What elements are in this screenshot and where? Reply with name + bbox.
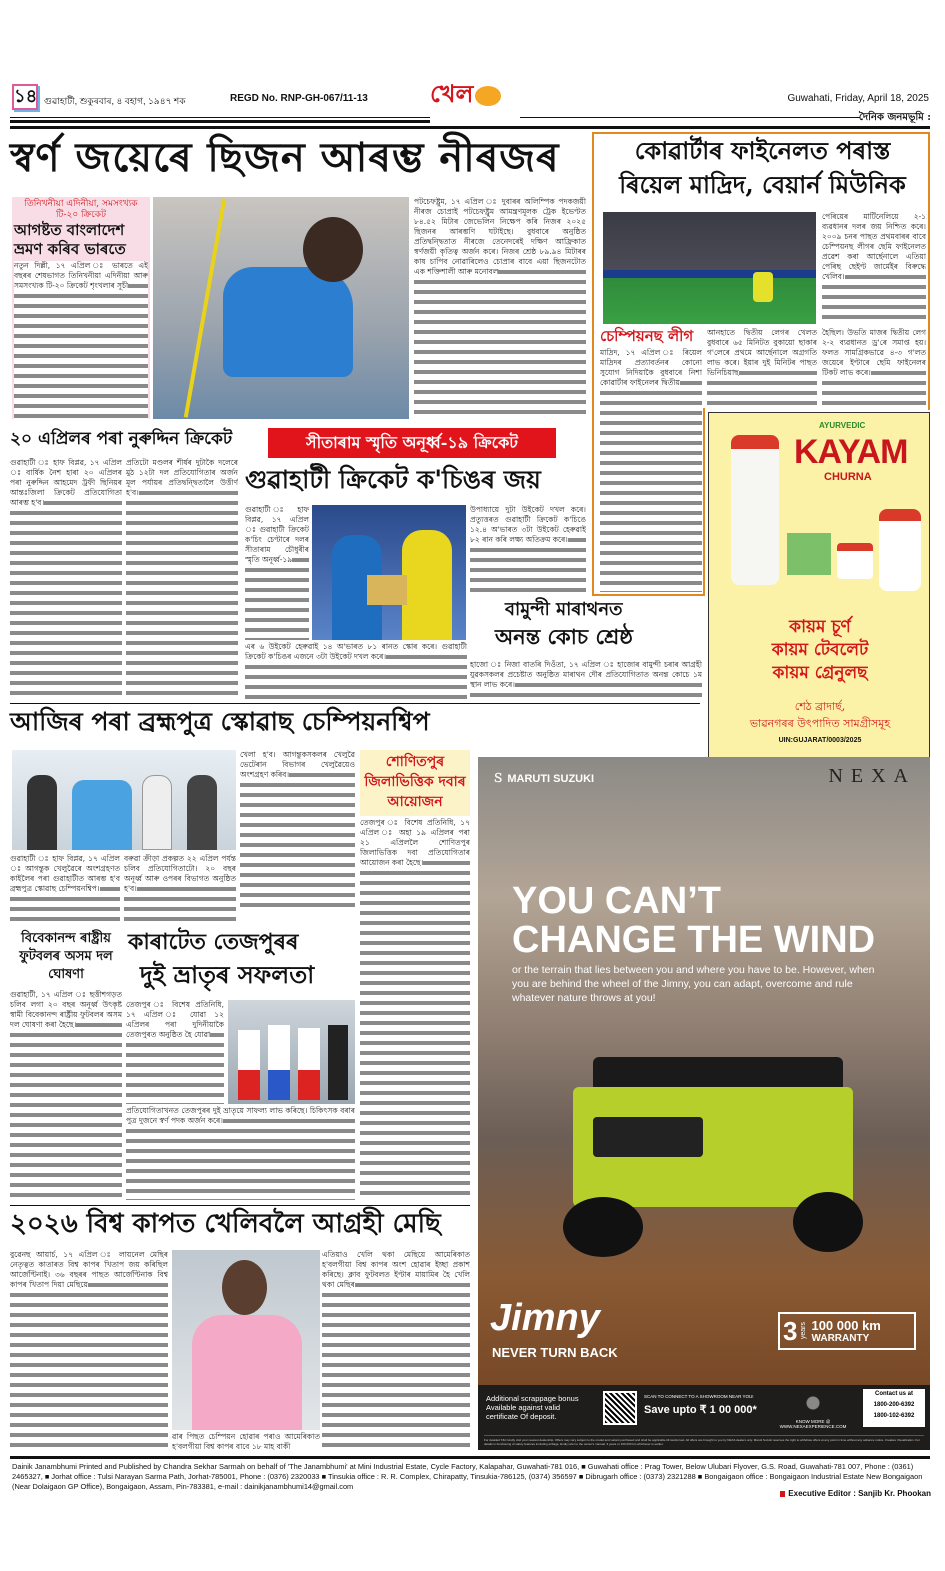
lead-body-text: পটচেফষ্ট্ৰুম, ১৭ এপ্ৰিল ঃ দুবাৰৰ অলিম্পিক পদকজয়ী নীৰজ চোপ্ৰাই পটচেফষ্ট্ৰুম আমন্ত্ৰণমূলক ট্ৰেক ইভেণ্টত ৮৪.৫২ মিটাৰ জেভেলিন নিক্ষেপ কৰি নিজৰ ২০২৫ ছিজনৰ আৰম্ভণি ঘটাইছে। বুধবাৰে অনুষ্ঠিত প্ৰতিদ্বন্দ্বিতাত নীৰজে তেনেদৰেই দক্ষিণ আফ্ৰিকাত স্বৰ্ণজয়ী কৃতিত্ব অৰ্জন কৰে। নিজৰ শ্ৰেষ্ঠ ৮৯.৯৪ মিটাৰৰ কাষ চাপিব নোৱাৰিলেও চোপ্ৰাৰ বাবে এয়া ছিজনটোত এক শক্তিশালী আৰু মনোবল [414,197,586,276]
jimny-car [533,1057,863,1257]
karate-body-text: প্ৰতিযোগিতাখনত তেজপুৰৰ দুই ভ্ৰাতৃয়ে সাফল্য লাভ কৰিছে। চিকিৎসক বৰাৰ পুত্ৰ দুজনে স্বৰ্ণ পদক অৰ্জন কৰে। [126,1106,355,1125]
marathon-body [470,660,702,700]
messi-jersey [192,1315,302,1430]
car-wheel [563,1197,643,1257]
ucl-body-2 [707,328,817,406]
ucl-body-1 [600,348,702,592]
nexa-headline-line2: CHANGE THE WIND [512,919,876,961]
divider [10,703,700,704]
messi-photo [172,1250,320,1430]
ucl-body-3 [822,212,926,324]
messi-body-text: এতিয়াও খেলি থকা মেছিয়ে আমেৰিকাত হ'বলগীয়া বিশ্ব কাপৰ অংশ হোৱাৰ ইচ্ছা প্ৰকাশ কৰিছে। ক্লাব ফুটবলত ইণ্টাৰ মায়ামিৰ হৈ খেলি থকা মেছিৰ [322,1250,470,1289]
coaching-banner: সীতাৰাম স্মৃতি অনূৰ্ধ্ব-১৯ ক্ৰিকেট [268,428,556,458]
coaching-body-text: উপাধ্যায়ে দুটা উইকেট দখল কৰে। প্ৰত্যুত্তৰত গুৱাহাটী ক্ৰিকেট ক'চিঙে ১২.৪ অ'ভাৰত ৩টা উইকেট হেৰুৱাই ৮২ ৰান কৰি লক্ষ্য অতিক্ৰম কৰে। [470,505,586,544]
squash-body-2 [124,854,236,926]
messi-body-1 [10,1250,168,1450]
squash-body-text: বৰুৱা ক্ৰীড়া প্ৰকল্পত ২২ এপ্ৰিল পৰ্যন্ত চলিব প্ৰতিযোগিতাটো। ২০ বছৰ অনূৰ্ধ্ব আৰু ওপৰৰ বিভাগত অনুষ্ঠিত হ'ব। [124,854,236,893]
sonitpur-headline: শোণিতপুৰ জিলাভিত্তিক দবাৰ আয়োজন [364,754,466,810]
messi-body-text: বুৱেনছ আয়াৰ্চ, ১৭ এপ্ৰিল ঃ লায়নেল মেছিৰ নেতৃত্বত কাতাৰত বিশ্ব কাপৰ খিতাপ জয় কৰিছিল আৰ্জেণ্টিনাই। ৩৬ বছৰৰ পাছত আৰ্জেণ্টিনাক বিশ্ব কাপৰ খিতাপ দিয়া মেছিয়ে [10,1250,168,1289]
ucl-headline-line2: ৰিয়েল মাদ্ৰিদ, বেয়াৰ্ন মিউনিক [619,170,906,199]
kayam-logo: KAYAM [794,433,908,471]
coaching-body-3 [245,642,467,700]
squash-photo [12,750,236,850]
warranty-years: 3 [783,1315,798,1346]
person [187,775,217,850]
know-more-link[interactable]: KNOW MORE @ WWW.NEXAEXPERIENCE.COM [778,1391,848,1429]
warranty-unit: years [800,1322,808,1340]
lead-body [414,197,586,419]
sonitpur-body-text: তেজপুৰ ঃ বিশেষ প্ৰতিনিধি, ১৭ এপ্ৰিল ঃ অহা ১৯ এপ্ৰিলৰ পৰা ২১ এপ্ৰিললৈ শোণিতপুৰ জিলাভিত্তিক দবা প্ৰতিযোগিতাৰ আয়োজন কৰা হৈছে। [360,818,470,867]
jersey [72,780,132,850]
nuruddin-body-1 [10,458,122,700]
lead-headline: স্বৰ্ণ জয়েৰে ছিজন আৰম্ভ নীৰজৰ [10,134,560,181]
squash-body-text: গুৱাহাটী ঃ হাফ বিপ্লৱ, ১৭ এপ্ৰিল ঃ আগন্তুক খেলুৱৈৰে অংশগ্ৰহণত কাইলৈৰ পৰা গুৱাহাটীত আৰম্ভ হ'ব ব্ৰহ্মপুত্ৰ স্কোৱাছ চেম্পিয়নশ্বিপ। [10,854,120,893]
kayam-line1: কায়ম চূৰ্ণ [789,617,851,637]
karateka [268,1025,290,1100]
nexa-logo: NEXA [828,765,916,787]
divider [520,117,860,118]
car-wheel [793,1192,863,1252]
kayam-churna: CHURNA [824,471,872,483]
jimny-logo: Jimny [490,1297,600,1339]
coaching-photo [312,505,466,640]
suzuki-s-icon: Ｓ [492,771,508,785]
executive-editor [780,1489,931,1498]
divider [10,1456,930,1459]
scrappage-text: Additional scrappage bonus Available against valid certificate Of deposit. [486,1394,579,1421]
maruti-suzuki-logo: Ｓ MARUTI SUZUKI [492,771,595,785]
warranty-km: 100 000 km [811,1318,881,1333]
ucl-body-text: পেৰিয়েৰ মাৰ্টিনেলিয়ে ২-১ ব্যৱধানৰ দলৰ জয় নিশ্চিত কৰে। ২০০৯ চনৰ পাছত প্ৰথমবাৰৰ বাবে চেম্পিয়নছ লীগৰ ছেমি ফাইনেলত প্ৰৱেশ কৰা আৰ্ছেনালে এতিয়া পেৰিছ ছেইণ্ট জাৰ্মেইৰ বিৰুদ্ধে খেলিব। [822,212,926,281]
kayam-ayurvedic: AYURVEDIC [819,421,866,430]
karateka [238,1030,260,1100]
karate-headline-line2: দুই ভ্ৰাতৃৰ সফলতা [140,960,315,989]
karate-body-1 [126,1000,224,1104]
contact-label: Contact us at [874,1391,913,1397]
section-logo [430,76,520,116]
contact-box [863,1389,925,1427]
bangladesh-body-text: নতুন দিল্লী, ১৭ এপ্ৰিল ঃ ভাৰতে এই বছৰৰ শেষভাগত তিনিখনীয়া এদিনীয়া আৰু সমসংখ্যক টি-২০ ক্ৰিকেট শৃংখলাৰ সূচী [14,261,148,290]
person-2 [402,530,452,640]
ucl-body-text: হৈছিল। উভতি মাজৰ দ্বিতীয় লেগ ২-২ ব্যৱধানত ড্ৰ'ৰে সমাপ্ত হয়। ফলত সামগ্ৰিকভাৱে ৪-৩ গ'লত জয়েৰে ইণ্টাৰে ছেমি ফাইনেলৰ টিকট লাভ কৰে। [822,328,926,377]
marathon-body-text: হাজো ঃ নিজা বাতৰি দিওঁতা, ১৭ এপ্ৰিল ঃ হাজোৰ বামুন্দী চৰাৰ আগ্ৰহী যুৱকসকলৰ প্ৰচেষ্টাত অনুষ্ঠিত মাৰাথন দৌৰ প্ৰতিযোগিতাত অনন্ত কোচে ১ম স্থান লাভ কৰে। [470,660,702,689]
vivekananda-body-text: গুৱাহাটী, ১৭ এপ্ৰিল ঃ ছত্তীশগড়ত চলিব লগা ২০ বছৰ অনূৰ্ধ্ব উৎকৃষ্ট স্বামী বিবেকানন্দ ৰাষ্ট্ৰীয় ফুটবলৰ অসম দল ঘোষণা কৰা হৈছে। [10,990,122,1029]
car-grille [593,1117,703,1157]
scan-text: SCAN TO CONNECT TO A SHOWROOM NEAR YOU! [644,1394,754,1399]
kayam-uin: UIN:GUJARAT/0003/2025 [778,737,862,744]
coaching-body-text: গুৱাহাটী ঃ হাফ বিপ্লৱ, ১৭ এপ্ৰিল ঃ গুৱাহাটী ক্ৰিকেট ক'চিং চেণ্টাৰে দলৰ সীতাৰাম চৌধুৰীৰ স্মৃতি অনূৰ্ধ্ব-১৯ [245,505,309,564]
athlete-head [303,217,363,282]
section-logo-text: খেল [430,79,474,108]
ucl-headline-line1: কোৱাৰ্টাৰ ফাইনেলত পৰাস্ত [634,136,891,165]
karate-headline-line1: কাৰাটেত তেজপুৰৰ [128,929,299,955]
karate-body-text: তেজপুৰ ঃ বিশেষ প্ৰতিনিধি, ১৭ এপ্ৰিল ঃ যোৱা ১২ এপ্ৰিলৰ পৰা দুদিনীয়াকৈ তেজপুৰত অনুষ্ঠিত হৈ যোৱা [126,1000,224,1039]
executive-editor-text: Executive Editor : Sanjib Kr. Phookan [788,1489,931,1498]
messi-caption [172,1432,320,1452]
kayam-line2: কায়ম টেবলেট [771,640,869,660]
karateka [298,1028,320,1100]
nexa-headline-line1: YOU CAN’T [512,880,721,922]
coaching-body-2 [470,505,586,597]
english-date: Guwahati, Friday, April 18, 2025 [787,93,929,104]
squash-body-1 [10,854,120,926]
sonitpur-header [360,750,470,816]
warranty-label: WARRANTY [811,1333,870,1344]
bullet-icon [780,1491,785,1497]
nexa-disclaimer: For detailed T&C kindly visit your nearest dealership. Offers may vary subject to the model and variant purchased and shall be applicable till stocks last. All offers are brought to you by NEXA dealers only. Maruti Suzuki reserves the right to withdraw offers at any point in time without any advance notice. Creative Visualization. For details in functioning of safety features including airbags, kindly refer to the owner's manual. 3 years or 100 000 km whichever is earlier. [484,1435,924,1446]
save-offer: Save upto ₹ 1 00 000* [644,1404,757,1416]
divider [10,120,430,123]
kayam-ad[interactable] [708,412,930,774]
vivekananda-body [10,990,122,1200]
bangladesh-body [14,261,148,421]
messi-body-2 [322,1250,470,1450]
ball-icon [475,86,501,106]
bangladesh-article [12,197,150,419]
page-number: ১৪ [12,84,38,110]
ucl-photo [603,212,816,324]
squash-body-3 [240,750,355,910]
goalkeeper [753,272,773,302]
marathon-headline-line1: বামুন্দী মাৰাথনত [505,599,623,620]
car-roof [593,1057,843,1087]
ad-board [603,270,816,278]
phone-2[interactable]: 1800-102-6392 [873,1413,915,1419]
coaching-body-1 [245,505,309,640]
ucl-body-text: আনহাতে দ্বিতীয় লেগৰ খেলত বুধবাৰে ৬৫ মিনিটত বুকায়ো ছাকাৰ গ'লেৰে প্ৰথমে আৰ্ছেনালে অগ্ৰগতি লাভ কৰে। ইয়াৰ দুই মিনিটৰ পাছত ভিনিচিয়াছ [707,328,817,377]
kayam-line3: কায়ম গ্ৰেনুলছ [772,663,868,683]
divider [10,1205,470,1206]
vivekananda-headline: বিবেকানন্দ ৰাষ্ট্ৰীয় ফুটবলৰ অসম দল ঘোষণা [19,931,113,982]
kayam-box [787,533,831,575]
coaching-headline: গুৱাহাটী ক্ৰিকেট ক'চিঙৰ জয় [245,465,541,494]
nuruddin-body-text: গুৱাহাটী ঃ হাফ বিপ্লৱ, ১৭ এপ্ৰিল ঃ বাৰ্ষিক নৈশ হাৰা ২০ এপ্ৰিলৰ পৰা নুৰুদ্দিন আহমেদ ট্ৰফী ছিনিয়ৰ আন্তঃজিলা ক্ৰিকেট প্ৰতিযোগিতা আৰম্ভ হ'ব। [10,458,122,507]
karate-photo [228,1000,355,1104]
nexa-ad[interactable] [478,757,930,1450]
nuruddin-body-text: প্ৰতিটো মণ্ডলৰ শীৰ্ষৰ দুটাকৈ দলেৰে মুঠ ১২টা দল প্ৰতিযোগিতাৰ অৰ্জন মূল পৰ্যায়ৰ প্ৰতিদ্বন্দ্বিতালৈ উত্তীৰ্ণ হ'ব। [126,458,238,497]
bangladesh-kicker: তিনিখনীয়া এদিনীয়া, সমসংখ্যক টি-২০ ক্ৰিকেট [24,199,138,220]
messi-headline: ২০২৬ বিশ্ব কাপত খেলিবলৈ আগ্ৰহী মেছি [10,1209,441,1239]
kayam-granules-jar [879,509,921,591]
phone-1[interactable]: 1800-200-6392 [873,1402,915,1408]
imprint: Dainik Janambhumi Printed and Published by Chandra Sekhar Sarmah on behalf of 'The Janambhumi' at Mini Industrial Estate, Cycle Factory, Kalapahar, Guwahati-781 016, ■ Guwahati office : Prag Tower, Below Ulubari Flyover, G.S. Road, Guwahati-781 007, Phone : (0361) 2465327, ■ Jorhat office : Tulsi Narayan Sarma Path, Jorhat-785001, Phone : (0376) 2320033 ■ Tinsukia office : R. R. Complex, Chirapatty, Tinsukia-786125, (0374) 356597 ■ Dibrugarh office : (0373) 2321288 ■ Bongaigaon office : Bongaigaon Industrial Estate New Bongaigaon (Near Dolaigaon GP Office), Bongaigaon, Assam, Pin-783381, e-mail : dainikjanambhumi14@gmail.com [12,1462,923,1491]
person [142,775,172,850]
nexa-copy: or the terrain that lies between you and where you have to be. However, when you are behind the wheel of the Jimny, you can adapt, overcome and rule whatever nature throws at you! [512,964,875,1004]
divider [10,117,430,118]
ucl-body-text: মাদ্ৰিদ, ১৭ এপ্ৰিল ঃ ৰিয়েল মাদ্ৰিদৰ প্ৰত্যাবৰ্তনৰ কোনো সুযোগ নিদিয়াকৈ বুধবাৰে নিশা কোৱাৰ্টাৰ ফাইনেলৰ দ্বিতীয় [600,348,702,387]
warranty-badge [778,1312,916,1350]
assamese-date: গুৱাহাটী, শুকুৰবাৰ, ৪ বহাগ, ১৯৪৭ শক [44,96,186,106]
registration-number: REGD No. RNP-GH-067/11-13 [230,93,368,104]
kayam-maker-line2: ভাৱনগৰৰ উৎপাদিত সামগ্ৰীসমূহ [749,717,891,730]
javelin [184,198,226,417]
coaching-body-text: এৰ ৬ উইকেট হেৰুৱাই ১৪ অ'ভাৰত ৮১ ৰানত স্কোৰ কৰে। গুৱাহাটী ক্ৰিকেট ক'চিঙৰ এজনে ৩টা উইকেট দখল কৰে। [245,642,467,661]
sonitpur-body [360,818,470,1200]
divider [10,126,930,129]
kayam-bottle [731,435,779,585]
squash-body-text: খেলা হ'ব। আগন্তুকসকলৰ খেলুৱৈ ভেটেৰান বিভাগৰ খেলুৱৈয়েও অংশগ্ৰহণ কৰিব। [240,750,355,779]
messi-caption-text: ৱাৰ পিছত চেম্পিয়ন হোৱাৰ পৰাও আমেৰিকাত হ'বলগীয়া বিশ্ব কাপৰ বাবে ১৮ মাহ বাকী [172,1432,320,1451]
karate-body-2 [126,1106,355,1200]
kayam-jar [837,543,873,579]
nuruddin-headline: ২০ এপ্ৰিলৰ পৰা নুৰুদ্দিন ক্ৰিকেট [10,429,233,449]
messi-head [222,1260,267,1315]
qr-code[interactable] [603,1391,637,1425]
nuruddin-body-2 [126,458,238,700]
kayam-maker: শেঠ ব্ৰাদাৰ্ছ, [794,700,846,713]
javelin-photo [153,197,409,419]
ucl-kicker: চেম্পিয়নছ লীগ [600,327,694,345]
athlete-jersey [223,267,353,377]
jimny-tagline: NEVER TURN BACK [492,1345,618,1360]
marathon-headline-line2: অনন্ত কোচ শ্ৰেষ্ঠ [495,624,633,649]
squash-headline: আজিৰ পৰা ব্ৰহ্মপুত্ৰ স্কোৱাছ চেম্পিয়নশ্বিপ [10,707,430,736]
bangladesh-headline: আগষ্টত বাংলাদেশ ভ্ৰমণ কৰিব ভাৰতে [14,221,126,258]
trophy [367,575,407,605]
nexa-ad-footer [478,1385,930,1450]
person [27,775,57,850]
coach [328,1025,348,1100]
ucl-body-4 [822,328,926,406]
paper-name: দৈনিক জনমভূমি : [858,112,931,123]
